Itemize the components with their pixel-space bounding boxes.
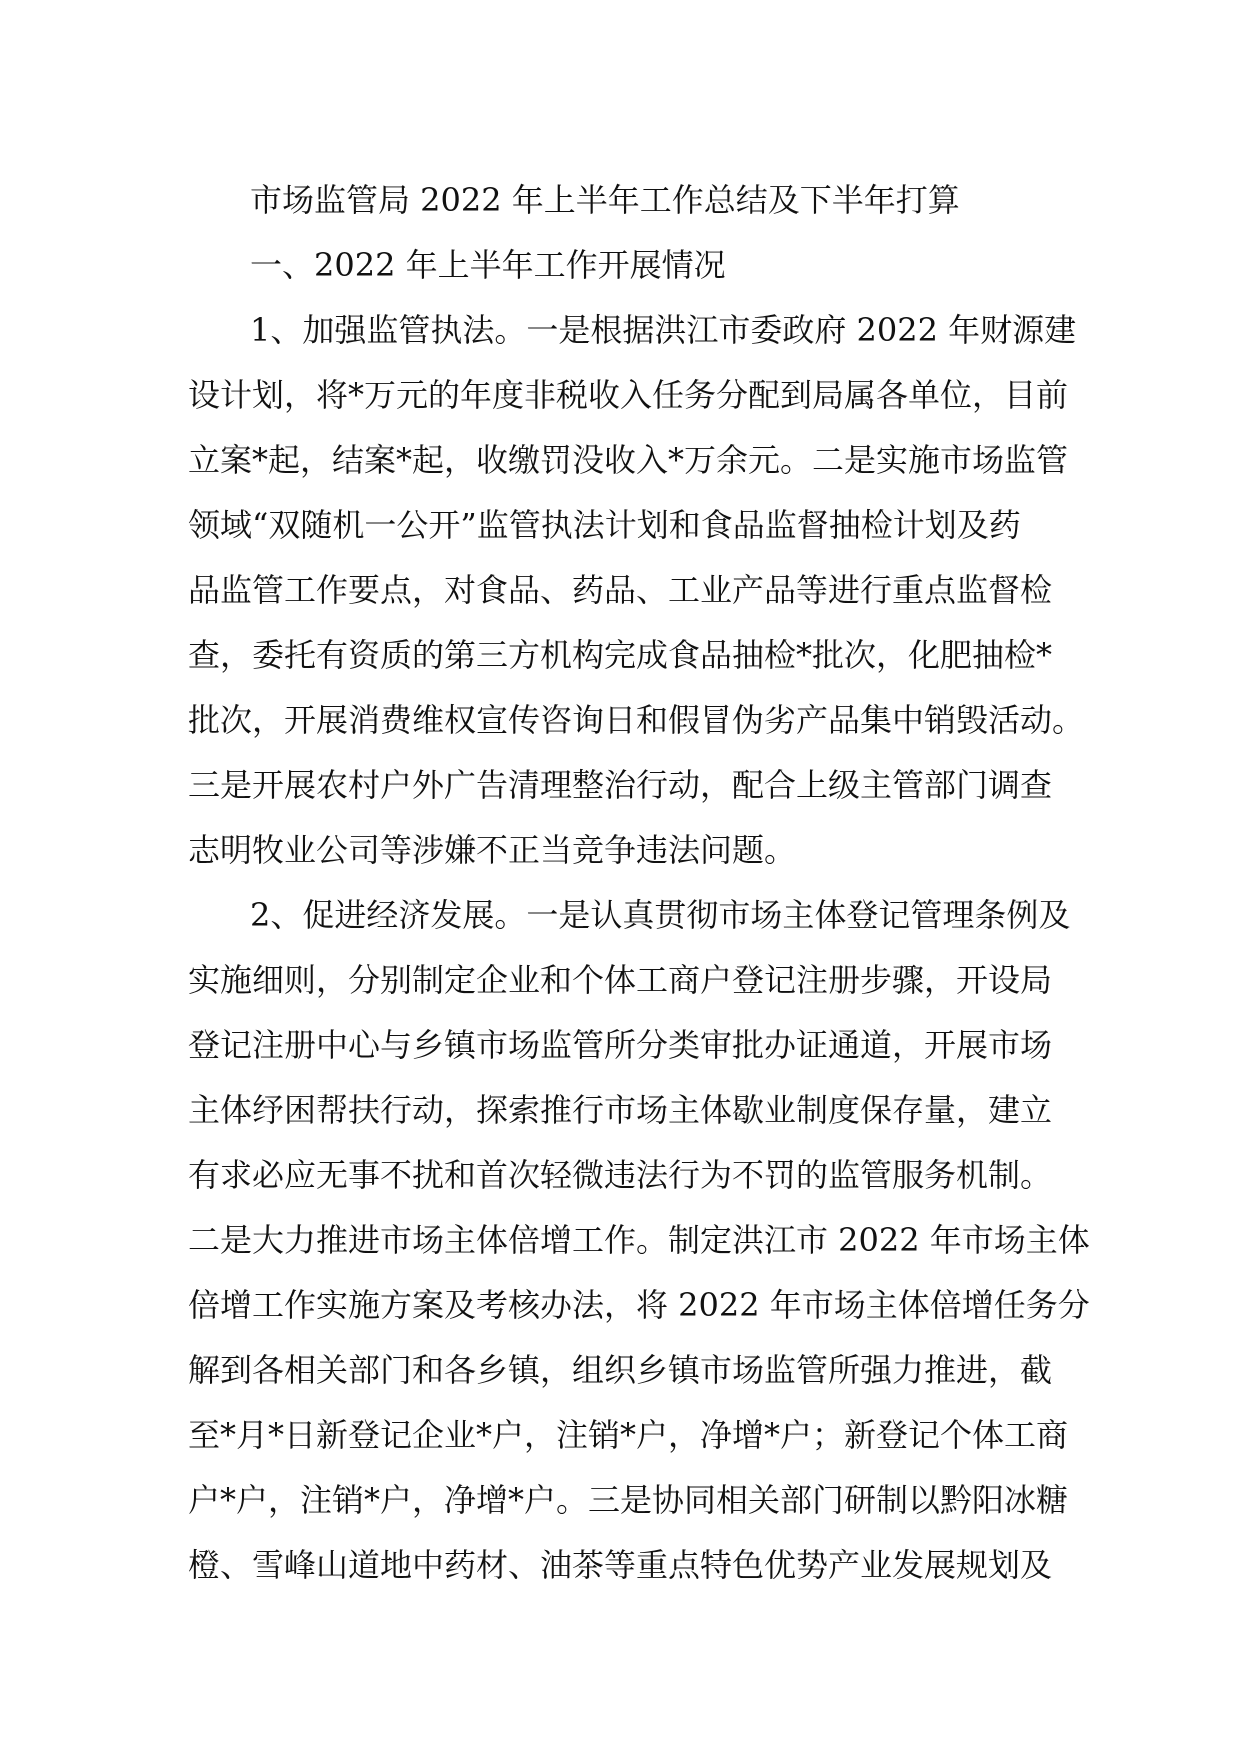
paragraph-line: 查，委托有资质的第三方机构完成食品抽检*批次，化肥抽检* <box>188 636 1053 674</box>
paragraph-line: 主体纾困帮扶行动，探索推行市场主体歇业制度保存量，建立 <box>188 1091 1053 1129</box>
paragraph-line: 品监管工作要点，对食品、药品、工业产品等进行重点监督检 <box>188 571 1053 609</box>
paragraph-line: 批次，开展消费维权宣传咨询日和假冒伪劣产品集中销毁活动。 <box>188 701 1085 739</box>
paragraph-line: 解到各相关部门和各乡镇，组织乡镇市场监管所强力推进，截 <box>188 1351 1053 1389</box>
document-title: 市场监管局 2022 年上半年工作总结及下半年打算 <box>250 181 960 219</box>
paragraph-line: 设计划，将*万元的年度非税收入任务分配到局属各单位，目前 <box>188 376 1069 414</box>
paragraph-line: 登记注册中心与乡镇市场监管所分类审批办证通道，开展市场 <box>188 1026 1053 1064</box>
section-heading: 一、2022 年上半年工作开展情况 <box>250 246 726 284</box>
paragraph-line: 至*月*日新登记企业*户，注销*户，净增*户；新登记个体工商 <box>188 1416 1069 1454</box>
paragraph-line: 倍增工作实施方案及考核办法，将 2022 年市场主体倍增任务分 <box>188 1286 1090 1324</box>
paragraph-line: 有求必应无事不扰和首次轻微违法行为不罚的监管服务机制。 <box>188 1156 1053 1194</box>
paragraph-line: 三是开展农村户外广告清理整治行动，配合上级主管部门调查 <box>188 766 1053 804</box>
paragraph-line: 户*户，注销*户，净增*户。三是协同相关部门研制以黔阳冰糖 <box>188 1481 1069 1519</box>
paragraph-line: 二是大力推进市场主体倍增工作。制定洪江市 2022 年市场主体 <box>188 1221 1090 1259</box>
paragraph-line: 2、促进经济发展。一是认真贯彻市场主体登记管理条例及 <box>250 896 1071 934</box>
paragraph-line: 志明牧业公司等涉嫌不正当竞争违法问题。 <box>188 831 797 869</box>
paragraph-line: 实施细则，分别制定企业和个体工商户登记注册步骤，开设局 <box>188 961 1053 999</box>
document-body <box>188 168 1090 1598</box>
paragraph-line: 橙、雪峰山道地中药材、油茶等重点特色优势产业发展规划及 <box>188 1546 1053 1584</box>
paragraph-line: 领域“双随机一公开”监管执法计划和食品监督抽检计划及药 <box>188 506 1021 544</box>
paragraph-line: 立案*起，结案*起，收缴罚没收入*万余元。二是实施市场监管 <box>188 441 1069 479</box>
paragraph-line: 1、加强监管执法。一是根据洪江市委政府 2022 年财源建 <box>250 311 1077 349</box>
